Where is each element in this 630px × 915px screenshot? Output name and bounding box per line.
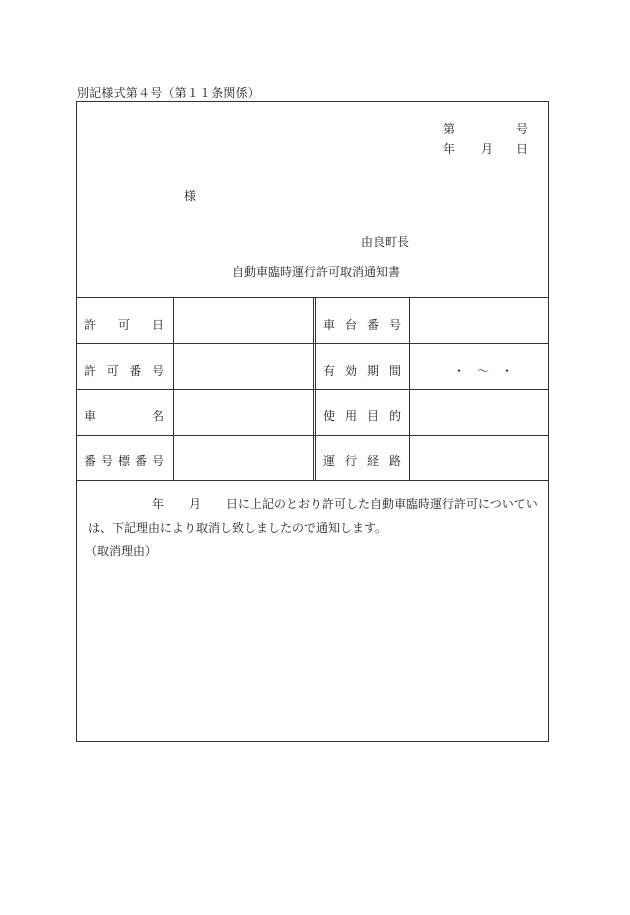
plate-number-label: 番 号 標 番 号: [84, 454, 164, 468]
table-column-divider: [409, 297, 410, 480]
valid-period-label: 有 効 期 間: [323, 364, 401, 378]
permit-date-label: 許 可 日: [84, 318, 164, 332]
date-year-label: 年: [443, 142, 456, 156]
notice-year-label: 年: [152, 497, 165, 511]
valid-period-value: ・ 〜 ・: [453, 364, 514, 378]
notice-line-1: 日に上記のとおり許可した自動車臨時運行許可についてい: [226, 497, 538, 511]
table-center-divider: [313, 297, 316, 480]
notice-month-label: 月: [189, 497, 202, 511]
permit-number-label: 許 可 番 号: [84, 364, 164, 378]
notice-form: [76, 101, 549, 742]
route-label: 運 行 経 路: [323, 454, 401, 468]
date-month-label: 月: [481, 142, 494, 156]
vehicle-name-label: 車 名: [84, 409, 164, 423]
form-title: 別記様式第４号（第１１条関係）: [77, 86, 261, 100]
chassis-number-label: 車 台 番 号: [323, 318, 401, 332]
document-title: 自動車臨時運行許可取消通知書: [232, 265, 401, 279]
addressee-suffix: 様: [184, 189, 197, 203]
issuer-name: 由良町長: [361, 235, 410, 249]
date-day-label: 日: [516, 142, 529, 156]
cancellation-reason-label: （取消理由）: [85, 544, 158, 558]
notice-line-2: は、下記理由により取消し致しましたので通知します。: [88, 521, 388, 535]
document-number-suffix: 号: [516, 122, 529, 136]
usage-purpose-label: 使 用 目 的: [323, 409, 401, 423]
table-column-divider: [173, 297, 174, 480]
document-number-prefix: 第: [443, 122, 456, 136]
table-bottom-border: [77, 480, 548, 481]
